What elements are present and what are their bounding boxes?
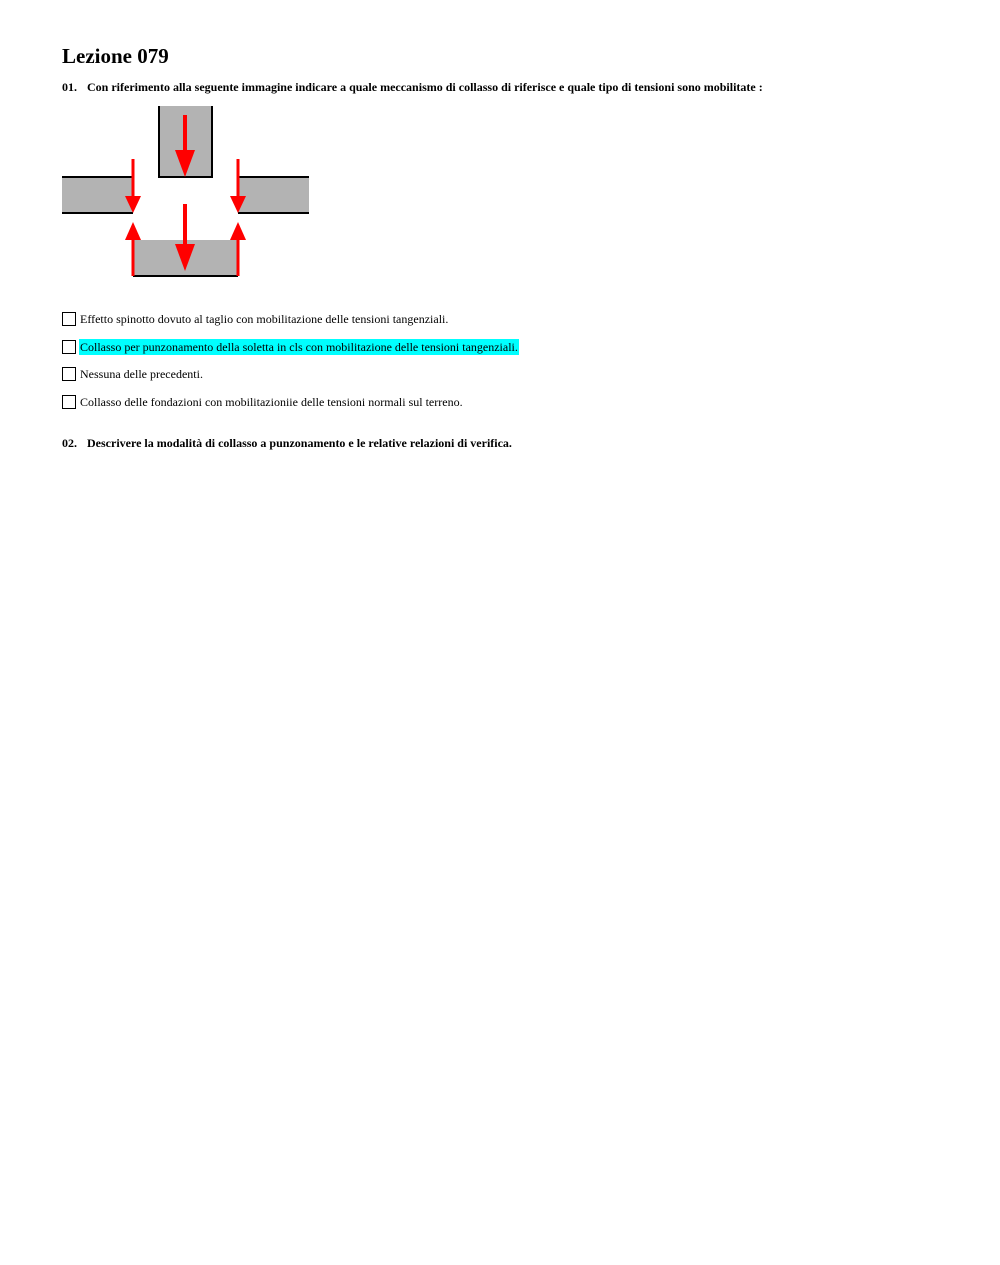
left-slab xyxy=(62,177,133,213)
right-slab xyxy=(238,177,309,213)
right-up-arrow-head xyxy=(230,222,246,240)
answer-option-1[interactable] xyxy=(62,311,449,327)
question-text: Descrivere la modalità di collasso a punzonamento e le relative relazioni di verifica. xyxy=(87,436,512,450)
answer-option-2[interactable] xyxy=(62,339,519,355)
question-number: 01. xyxy=(62,80,77,94)
question-02 xyxy=(62,435,512,451)
checkbox[interactable] xyxy=(62,340,76,354)
option-label-highlighted: Collasso per punzonamento della soletta in cls con mobilitazione delle tensioni tangenziali. xyxy=(80,340,518,354)
question-01 xyxy=(62,79,763,95)
checkbox[interactable] xyxy=(62,395,76,409)
checkbox[interactable] xyxy=(62,312,76,326)
page-title: Lezione 079 xyxy=(62,44,169,68)
option-label: Nessuna delle precedenti. xyxy=(80,367,203,381)
option-label: Collasso delle fondazioni con mobilitazioniie delle tensioni normali sul terreno. xyxy=(80,395,463,409)
punching-shear-diagram xyxy=(62,106,312,278)
left-up-arrow-head xyxy=(125,222,141,240)
checkbox[interactable] xyxy=(62,367,76,381)
answer-option-4[interactable] xyxy=(62,394,464,410)
option-label: Effetto spinotto dovuto al taglio con mobilitazione delle tensioni tangenziali. xyxy=(80,312,449,326)
answer-option-3[interactable] xyxy=(62,366,204,382)
question-number: 02. xyxy=(62,436,77,450)
question-text: Con riferimento alla seguente immagine indicare a quale meccanismo di collasso di riferisce e quale tipo di tensioni sono mobilitate : xyxy=(87,80,763,94)
